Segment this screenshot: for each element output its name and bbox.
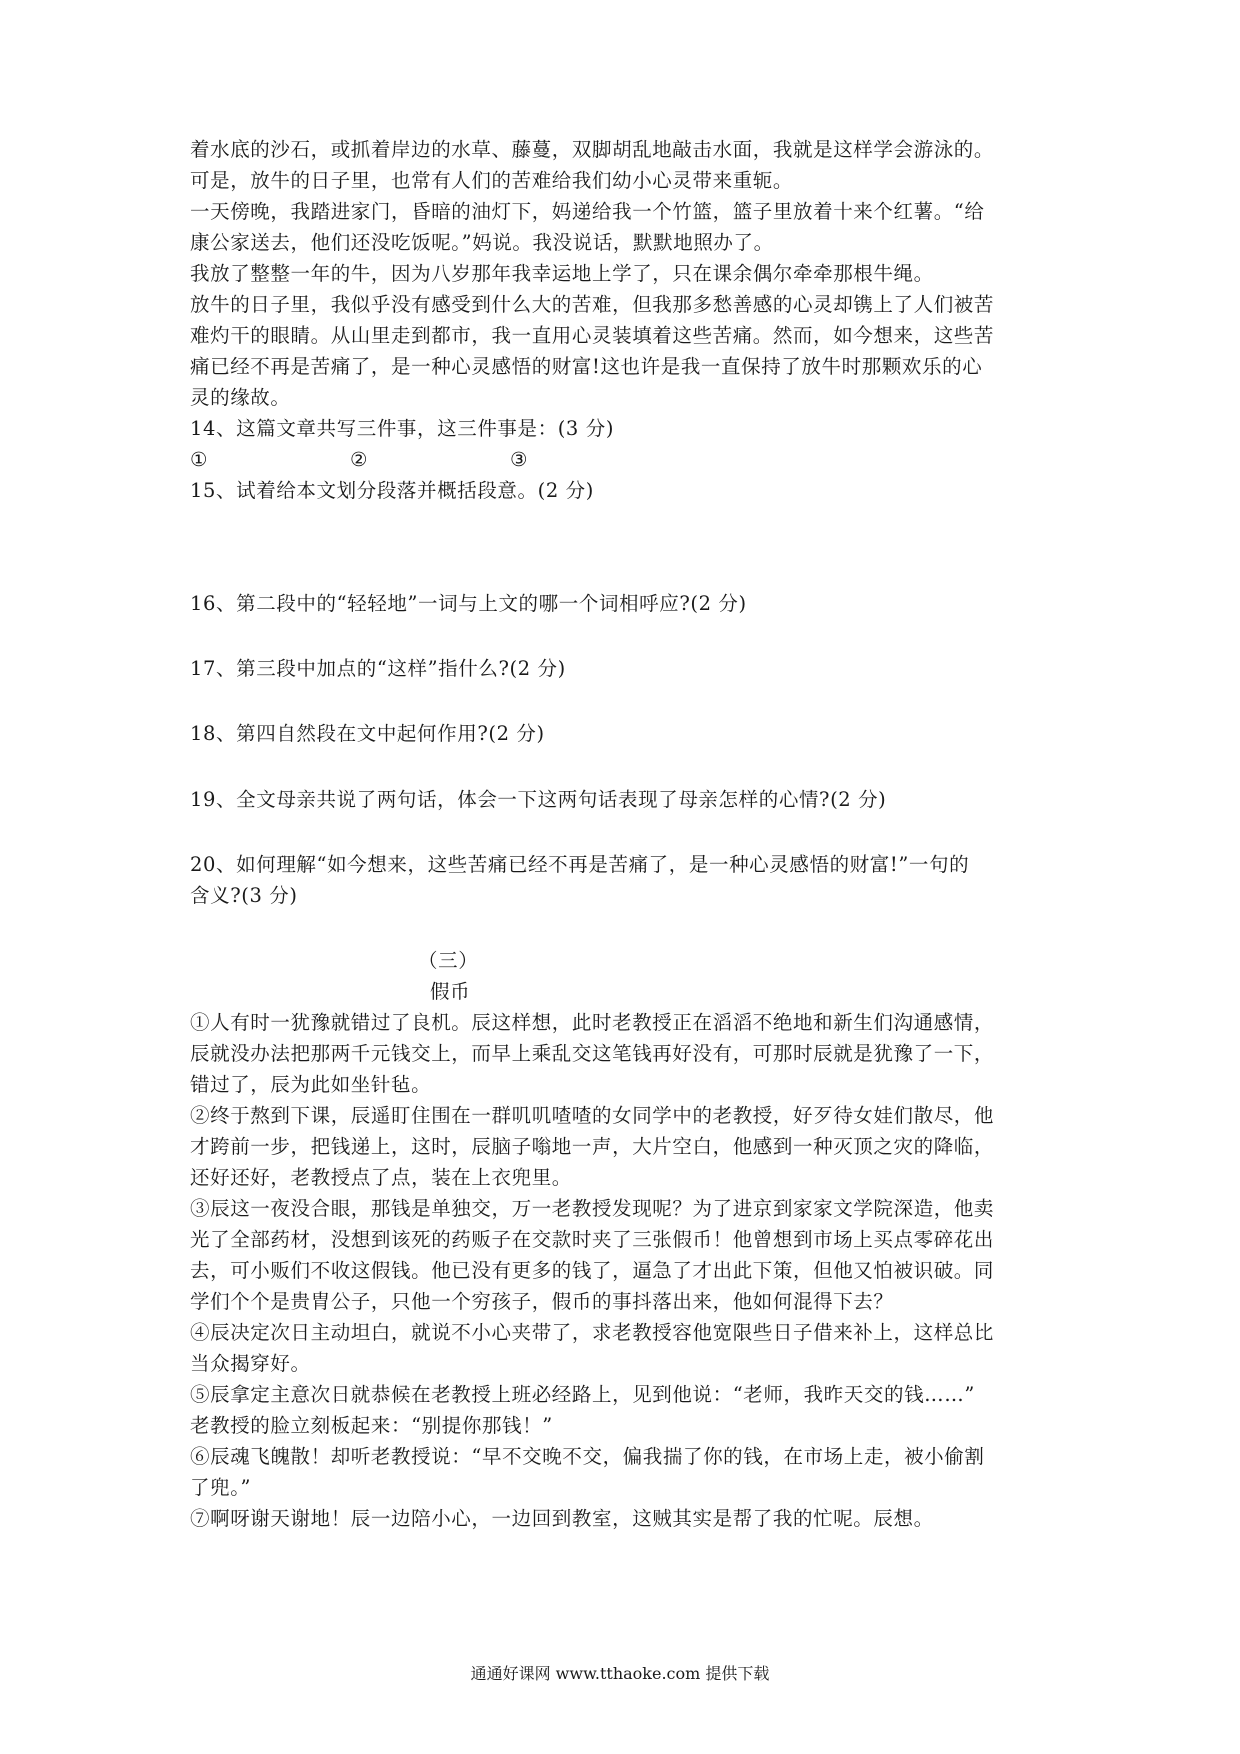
- story-line: ③辰这一夜没合眼，那钱是单独交，万一老教授发现呢？为了进京到家家文学院深造，他卖: [190, 1197, 995, 1220]
- story-line: 辰就没办法把那两千元钱交上，而早上乘乱交这笔钱再好没有，可那时辰就是犹豫了一下，: [190, 1042, 995, 1065]
- story-line: ①人有时一犹豫就错过了良机。辰这样想，此时老教授正在滔滔不绝地和新生们沟通感情，: [190, 1011, 995, 1034]
- story-line: ⑤辰拿定主意次日就恭候在老教授上班必经路上，见到他说：“老师，我昨天交的钱……”: [190, 1383, 975, 1406]
- passage-line: 痛已经不再是苦痛了，是一种心灵感悟的财富!这也许是我一直保持了放牛时那颗欢乐的心: [190, 355, 983, 378]
- story-line: ②终于熬到下课，辰遥盯住围在一群叽叽喳喳的女同学中的老教授，好歹待女娃们散尽，他: [190, 1104, 995, 1127]
- passage-line: 可是，放牛的日子里，也常有人们的苦难给我们幼小心灵带来重轭。: [190, 169, 794, 192]
- question-19: 19、全文母亲共说了两句话，体会一下这两句话表现了母亲怎样的心情?(2 分): [190, 788, 887, 811]
- blank-marker-1: ①: [190, 448, 209, 471]
- story-line: 去，可小贩们不收这假钱。他已没有更多的钱了，逼急了才出此下策，但他又怕被识破。同: [190, 1259, 995, 1282]
- page-footer: 通通好课网 www.tthaoke.com 提供下载: [470, 1664, 770, 1683]
- passage-line: 灵的缘故。: [190, 386, 291, 409]
- story-line: 错过了，辰为此如坐针毡。: [190, 1073, 432, 1096]
- story-line: 老教授的脸立刻板起来：“别提你那钱！”: [190, 1414, 553, 1437]
- question-17: 17、第三段中加点的“这样”指什么?(2 分): [190, 657, 566, 680]
- section-title: 假币: [430, 980, 471, 1003]
- passage-line: 一天傍晚，我踏进家门，昏暗的油灯下，妈递给我一个竹篮，篮子里放着十来个红薯。“给: [190, 200, 985, 223]
- question-20-line1: 20、如何理解“如今想来，这些苦痛已经不再是苦痛了，是一种心灵感悟的财富!”一句的: [190, 853, 970, 876]
- question-20-line2: 含义?(3 分): [190, 884, 298, 907]
- story-line: ⑥辰魂飞魄散！却听老教授说：“早不交晚不交，偏我揣了你的钱，在市场上走，被小偷割: [190, 1445, 985, 1468]
- question-16: 16、第二段中的“轻轻地”一词与上文的哪一个词相呼应?(2 分): [190, 592, 747, 615]
- question-14: 14、这篇文章共写三件事，这三件事是：(3 分): [190, 417, 615, 440]
- story-line: 了兜。”: [190, 1476, 252, 1499]
- question-18: 18、第四自然段在文中起何作用?(2 分): [190, 722, 545, 745]
- question-14-blanks: [190, 444, 1070, 476]
- blank-marker-2: ②: [350, 448, 369, 471]
- passage-line: 难灼干的眼睛。从山里走到都市，我一直用心灵装填着这些苦痛。然而，如今想来，这些苦: [190, 324, 995, 347]
- story-line: 还好还好，老教授点了点，装在上衣兜里。: [190, 1166, 572, 1189]
- passage-line: 康公家送去，他们还没吃饭呢。”妈说。我没说话，默默地照办了。: [190, 231, 774, 254]
- passage-line: 着水底的沙石，或抓着岸边的水草、藤蔓，双脚胡乱地敲击水面，我就是这样学会游泳的。: [190, 138, 995, 161]
- question-15: 15、试着给本文划分段落并概括段意。(2 分): [190, 479, 594, 502]
- story-line: 当众揭穿好。: [190, 1352, 311, 1375]
- passage-line: 放牛的日子里，我似乎没有感受到什么大的苦难，但我那多愁善感的心灵却镌上了人们被苦: [190, 293, 995, 316]
- section-number: （三）: [418, 949, 479, 972]
- blank-marker-3: ③: [510, 448, 529, 471]
- passage-line: 我放了整整一年的牛，因为八岁那年我幸运地上学了，只在课余偶尔牵牵那根牛绳。: [190, 262, 934, 285]
- story-line: ⑦啊呀谢天谢地！辰一边陪小心，一边回到教室，这贼其实是帮了我的忙呢。辰想。: [190, 1507, 934, 1530]
- story-line: 才跨前一步，把钱递上，这时，辰脑子嗡地一声，大片空白，他感到一种灭顶之灾的降临，: [190, 1135, 995, 1158]
- story-line: 学们个个是贵胄公子，只他一个穷孩子，假币的事抖落出来，他如何混得下去？: [190, 1290, 894, 1313]
- story-line: 光了全部药材，没想到该死的药贩子在交款时夹了三张假币！他曾想到市场上买点零碎花出: [190, 1228, 995, 1251]
- story-line: ④辰决定次日主动坦白，就说不小心夹带了，求老教授容他宽限些日子借来补上，这样总比: [190, 1321, 995, 1344]
